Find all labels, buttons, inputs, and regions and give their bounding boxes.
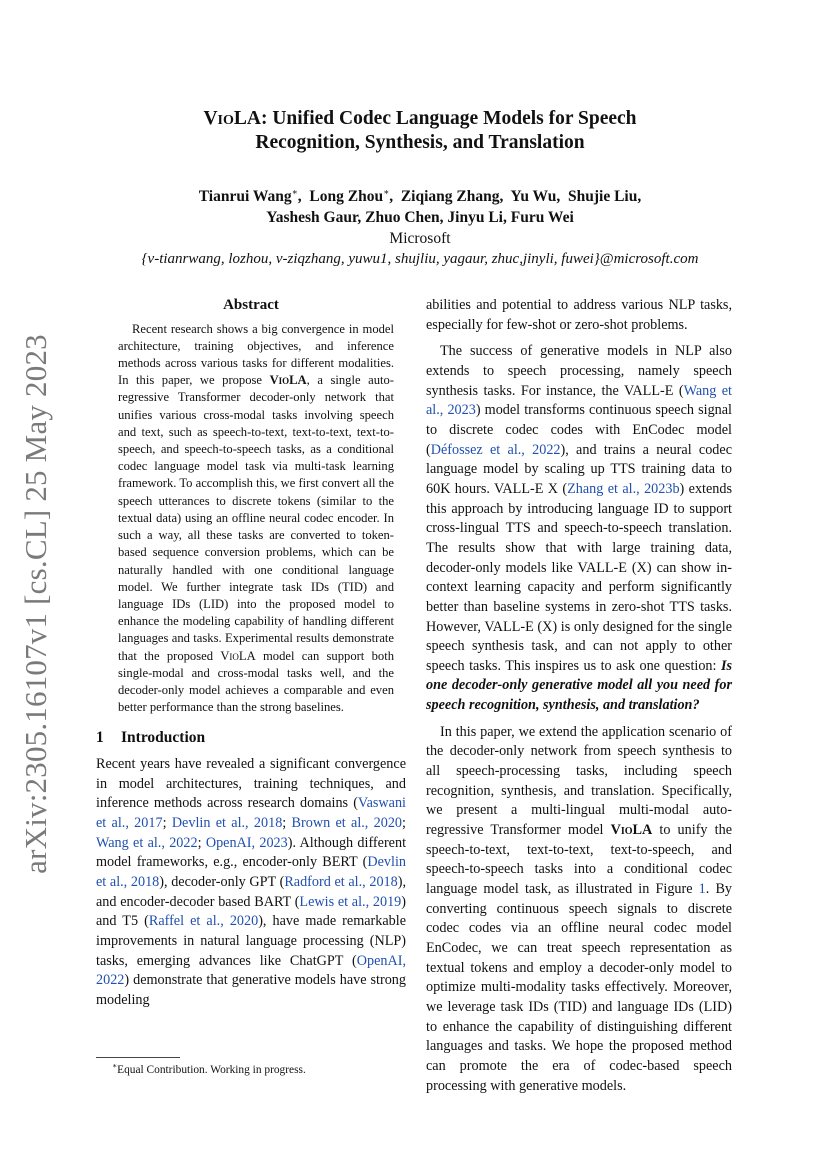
paragraph-this-paper (426, 723, 732, 1096)
abstract-part: Recent research shows a big convergence in model architecture, training objectives, and inference methods across various tasks for different modalities. In this paper, we propose (118, 321, 394, 388)
footnote-text: Equal Contribution. Working in progress. (117, 1063, 306, 1076)
text-run: ). Although different model frameworks, e.g., encoder-only BERT ( (96, 834, 407, 871)
text-run: ), and trains a neural codec language model by scaling up TTS training data to 60K hours. VALL-E X ( (426, 441, 732, 497)
author-list: Tianrui Wang∗, Long Zhou∗, Ziqiang Zhang, Yu Wu, Shujie Liu, Yashesh Gaur, Zhuo Chen, Jinyu Li, Furu Wei (198, 187, 642, 227)
text-run: to unify the speech-to-text, text-to-text, text-to-speech, and speech-to-speech tasks into a conditional codec language model task, as illustrated in Figure (426, 822, 732, 898)
author: Tianrui Wang (198, 188, 292, 206)
paragraph-continued: abilities and potential to address various NLP tasks, especially for few-shot or zero-shot problems. (426, 297, 732, 333)
model-name: VioLA (220, 648, 256, 663)
citation-link[interactable]: Wang et al., 2023 (426, 382, 733, 419)
figure-link[interactable]: 1 (698, 881, 706, 898)
citation-link[interactable]: Devlin et al., 2018 (171, 814, 283, 831)
citation-link[interactable]: Zhang et al., 2023b (567, 480, 680, 497)
citation-link[interactable]: Vaswani et al., 2017 (96, 795, 406, 831)
citation-link[interactable]: Raffel et al., 2020 (148, 913, 259, 930)
text-run: ) demonstrate that generative models have strong modeling (96, 972, 406, 1008)
author-emails: {v-tianrwang, lozhou, v-ziqzhang, yuwu1, shujliu, yagaur, zhuc,jinyli, fuwei}@microsoft.com (141, 251, 699, 268)
paper-title (100, 107, 740, 155)
author-line-2: Yashesh Gaur, Zhuo Chen, Jinyu Li, Furu Wei (266, 209, 574, 227)
text-run: ), decoder-only GPT ( (159, 873, 285, 890)
section-number: 1 (96, 729, 104, 747)
citation-link[interactable]: Lewis et al., 2019 (299, 893, 402, 910)
paragraph-generative-models (426, 342, 732, 715)
affiliation: Microsoft (389, 230, 451, 248)
author: Ziqiang Zhang (400, 188, 500, 206)
author-mark: ∗ (383, 187, 390, 197)
citation-link[interactable]: Wang et al., 2022 (96, 834, 198, 851)
author-mark: ∗ (291, 187, 298, 197)
text-run: Recent years have revealed a significant convergence in model architectures, training techniques, and inference methods across research domains ( (96, 755, 406, 812)
text-run: . By converting continuous speech signals to discrete codec codes via an offline neural codec model EnCodec, we can treat speech representation as textual tokens and employ a decoder-only model to optimize multi-modality tasks effectively. Moreover, we leverage task IDs (TID) and language IDs (LID) to enhance the capability of distinguishing different languages and tasks. We hope the proposed method can promote the era of codec-based speech processing with generative models. (426, 881, 733, 1094)
text-run: ) extends this approach by introducing language ID to support cross-lingual TTS and speech-to-speech translation. The results show that with large training data, decoder-only models like VALL-E (X) can show in-context learning capacity and perform significantly better than baseline systems in zero-shot TTS tasks. However, VALL-E (X) is only designed for the single speech synthesis task, and can not apply to other speech tasks. This inspires us to ask one question: (426, 480, 732, 674)
text-run: ), and encoder-decoder based BART ( (96, 873, 407, 910)
abstract-part: model can support both single-modal and cross-modal tasks well, and the decoder-only model achieves a comparable and even better performance than the strong baselines. (118, 648, 394, 715)
text-run: ) model transforms continuous speech signal to discrete codec codes with EnCodec model ( (426, 402, 732, 458)
right-column (426, 296, 732, 1096)
author: Long Zhou (309, 188, 384, 206)
citation-link[interactable]: OpenAI, 2022 (96, 952, 406, 989)
text-run: ), have made remarkable improvements in natural language processing (NLP) tasks, emerging advances like ChatGPT ( (96, 913, 406, 969)
abstract-heading: Abstract (223, 297, 279, 313)
left-column (96, 296, 406, 1011)
section-title: Introduction (121, 729, 206, 747)
section-heading-introduction (96, 728, 406, 748)
title-line2: Recognition, Synthesis, and Translation (255, 132, 585, 153)
citation-link[interactable]: Devlin et al., 2018 (96, 854, 406, 890)
arxiv-side-stamp (2, 334, 70, 874)
citation-link[interactable]: OpenAI, 2023 (205, 834, 288, 851)
model-name: VioLA (610, 822, 653, 839)
footnote (112, 1061, 306, 1076)
text-run: In this paper, we extend the application scenario of the decoder-only network from speech synthesis to all speech-processing tasks, including speech recognition, synthesis, and translation. Specifically, we present a multi-lingual multi-modal auto-regressive Transformer model (426, 723, 732, 839)
title-line1: : Unified Codec Language Models for Speech (260, 108, 637, 129)
footnote-rule (96, 1057, 180, 1058)
author: Shujie Liu, (568, 188, 642, 206)
citation-link[interactable]: Radford et al., 2018 (284, 873, 398, 890)
citation-link[interactable]: Brown et al., 2020 (291, 814, 403, 831)
model-name: VioLA (269, 373, 307, 388)
arxiv-identifier: arXiv:2305.16107v1 [cs.CL] 25 May 2023 (18, 334, 54, 874)
abstract-text (118, 321, 394, 717)
intro-paragraph (96, 755, 406, 1011)
abstract-part: , a single auto-regressive Transformer decoder-only network that unifies various cross-modal tasks involving speech and text, such as speech-to-text, text-to-text, text-to-speech, and speech-to-speech tasks, as a conditional codec language model task via multi-task learning framework. To accomplish this, we first convert all the speech utterances to discrete tokens (similar to the textual data) using an offline neural codec encoder. In such a way, all these tasks are converted to token-based sequence conversion problems, which can be naturally handled with one conditional language model. We further integrate task IDs (TID) and language IDs (LID) into the proposed model to enhance the modeling capability of handling different languages and tasks. Experimental results demonstrate that the proposed (118, 373, 394, 663)
footnote-mark: ∗ (112, 1061, 118, 1070)
research-question: Is one decoder-only generative model all you need for speech recognition, synthesis, and translation? (426, 657, 732, 714)
citation-link[interactable]: Défossez et al., 2022 (430, 441, 561, 458)
text-run: ) and T5 ( (96, 893, 406, 930)
text-run: The success of generative models in NLP also extends to speech processing, namely speech synthesis tasks. For instance, the VALL-E ( (426, 343, 732, 399)
author: Yu Wu (510, 188, 557, 206)
paper-header (100, 107, 740, 270)
title-model-name: VioLA (203, 108, 261, 129)
text-run: ; (162, 814, 172, 831)
text-run: ; (402, 814, 406, 831)
text-run: ; (282, 814, 292, 831)
text-run: ; (197, 834, 206, 851)
